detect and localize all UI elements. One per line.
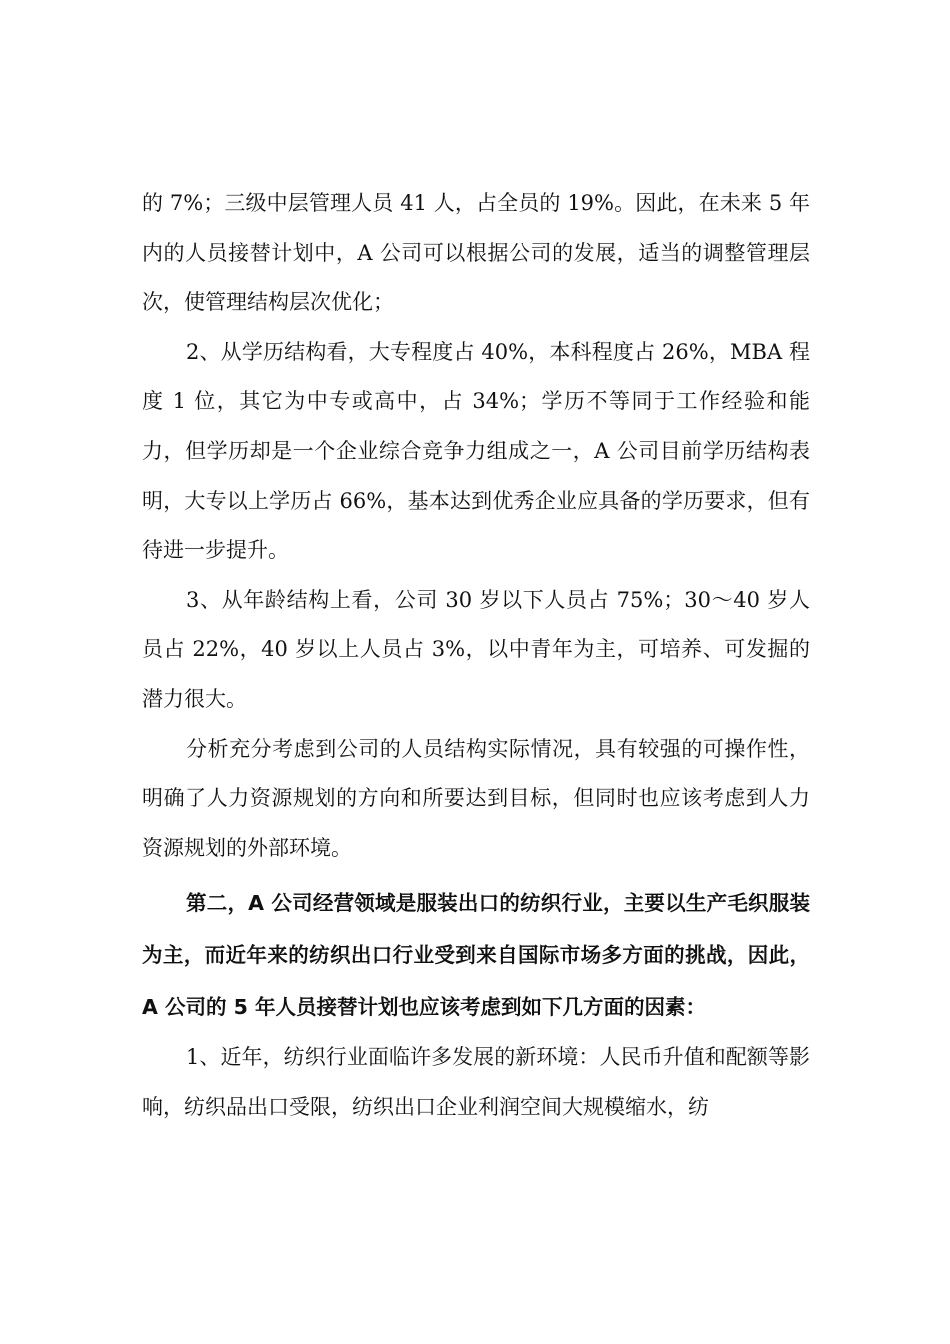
- paragraph-management-levels: 的 7%；三级中层管理人员 41 人，占全员的 19%。因此，在未来 5 年内的人员接替计划中，A 公司可以根据公司的发展，适当的调整管理层次，使管理结构层次优化；: [142, 191, 810, 315]
- paragraph-textile-environment: 1、近年，纺织行业面临许多发展的新环境：人民币升值和配额等影响，纺织品出口受限，纺织出口企业利润空间大规模缩水，纺: [142, 1045, 810, 1119]
- paragraph-education-structure: 2、从学历结构看，大专程度占 40%，本科程度占 26%，MBA 程度 1 位，其它为中专或高中，占 34%；学历不等同于工作经验和能力，但学历却是一个企业综合竞争力组成之一，A 公司目前学历结构表明，大专以上学历占 66%，基本达到优秀企业应具备的学历要求，但有待进一步提升。: [142, 339, 810, 563]
- paragraph-analysis-summary: 分析充分考虑到公司的人员结构实际情况，具有较强的可操作性，明确了人力资源规划的方向和所要达到目标，但同时也应该考虑到人力资源规划的外部环境。: [142, 736, 810, 860]
- paragraph-second-point-heading: 第二，A 公司经营领域是服装出口的纺织行业，主要以生产毛织服装为主，而近年来的纺织出口行业受到来自国际市场多方面的挑战，因此，A 公司的 5 年人员接替计划也应该考虑到如下几方面的因素：: [142, 891, 810, 1020]
- document-body: [142, 179, 810, 1133]
- paragraph-age-structure: 3、从年龄结构上看，公司 30 岁以下人员占 75%；30～40 岁人员占 22%，40 岁以上人员占 3%，以中青年为主，可培养、可发掘的潜力很大。: [142, 587, 810, 711]
